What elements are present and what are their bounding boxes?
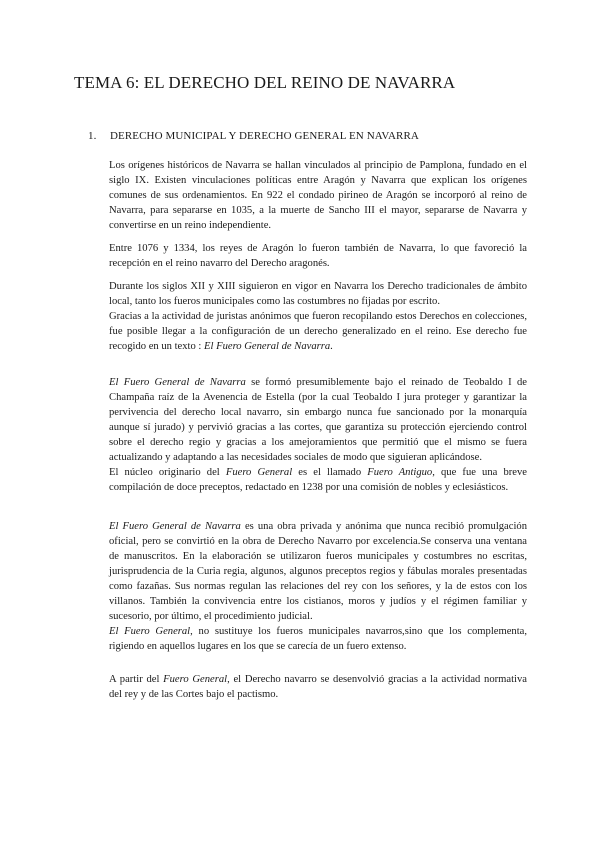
fuero-antiguo-ref: Fuero Antiguo (367, 467, 433, 478)
fuero-general-ref-4: Fuero General (163, 674, 228, 685)
paragraph-fuero-antiguo-start: El núcleo originario del (109, 467, 226, 478)
section-number: 1. (88, 130, 97, 142)
paragraph-fuero-antiguo (109, 465, 527, 495)
paragraph-formation (109, 375, 527, 465)
paragraph-formation-text: se formó presumiblemente bajo el reinado de Teobaldo I de Champaña raíz de la Avenencia de Estella (por la cual Teobaldo I jura proteger y garantizar la pervivencia del derecho local navarro, sin embargo nunca fue sancionado por la monarquía aunque sí jurado) y pervivió gracias a las cortes, que garantiza su protección ejerciendo control sobre el derecho regio y gracias a los amejoramientos que permitió que el mismo se fuera actualizando y adaptando a las necesidades sociales de modo que siguieran aplicándose. (109, 377, 527, 463)
fuero-general-title-2: El Fuero General de Navarra (109, 521, 241, 532)
paragraph-fuero-antiguo-mid: es el llamado (292, 467, 368, 478)
paragraph-complement-text: , no sustituye los fueros municipales navarros,sino que los complementa, rigiendo en aquellos lugares en los que se carecía de un fuero extenso. (109, 626, 527, 652)
page-title: TEMA 6: EL DERECHO DEL REINO DE NAVARRA (74, 73, 456, 92)
paragraph-aragon-kings: Entre 1076 y 1334, los reyes de Aragón lo fueron también de Navarra, lo que favoreció la recepción en el reino navarro del Derecho aragonés. (109, 243, 527, 269)
paragraph-fuero-antiguo-end: , que fue una breve compilación de doce preceptos, redactado en 1238 por una comisión de nobles y eclesiásticos. (109, 467, 527, 493)
fuero-general-ref-3: El Fuero General (109, 626, 191, 637)
section-heading (88, 130, 528, 142)
fuero-general-reference: El Fuero General de Navarra (204, 341, 331, 352)
paragraph-jurists-text: Gracias a la actividad de juristas anónimos que fueron recopilando estos Derechos en colecciones, fue posible llegar a la configuración de un derecho generalizado en el reino. Ese derecho fue recogido en un texto : (109, 311, 527, 352)
paragraph-pactismo (109, 672, 527, 702)
paragraph-complement (109, 624, 527, 654)
fuero-general-title: El Fuero General de Navarra (109, 377, 246, 388)
paragraph-private-work-text: es una obra privada y anónima que nunca recibió promulgación oficial, pero se convirtió en la obra de Derecho Navarro por excelencia.Se conserva una ventana de manuscritos. En la elaboración se utilizaron fueros municipales y costumbres no escritas, jurisprudencia de la Curia regia, algunos, algunos preceptos regios y fábulas morales presentadas como fazañas. Sus normas regulan las relaciones del rey con los señores, y la de estos con los villanos. También la convivencia entre los cistianos, moros y judíos y el régimen familiar y sucesorio, por último, el procedimiento judicial. (109, 521, 528, 622)
paragraph-private-work (109, 519, 527, 624)
paragraph-origins: Los orígenes históricos de Navarra se hallan vinculados al principio de Pamplona, fundado en el siglo IX. Existen vinculaciones políticas entre Aragón y Navarra que explican los orígenes comunes de sus ordenamientos. En 922 el condado pirineo de Aragón se incorporó al reino de Navarra, para separarse en 1035, a la muerte de Sancho III el mayor, separarse de Navarra y convertirse en un reino independiente. (109, 160, 527, 231)
paragraph-pactismo-end: , el Derecho navarro se desenvolvió gracias a la actividad normativa del rey y de las Cortes bajo el pactismo. (109, 674, 527, 700)
paragraph-pactismo-start: A partir del (109, 674, 164, 685)
section-title: DERECHO MUNICIPAL Y DERECHO GENERAL EN NAVARRA (110, 130, 419, 142)
paragraph-jurists-end: . (330, 341, 333, 352)
document-body (109, 158, 527, 702)
paragraph-local-law: Durante los siglos XII y XIII siguieron en vigor en Navarra los Derecho tradicionales de ámbito local, tanto los fueros municipales como las costumbres no fijadas por escrito. (109, 281, 527, 307)
paragraph-jurists (109, 309, 527, 354)
fuero-general-ref-2: Fuero General (225, 467, 293, 478)
